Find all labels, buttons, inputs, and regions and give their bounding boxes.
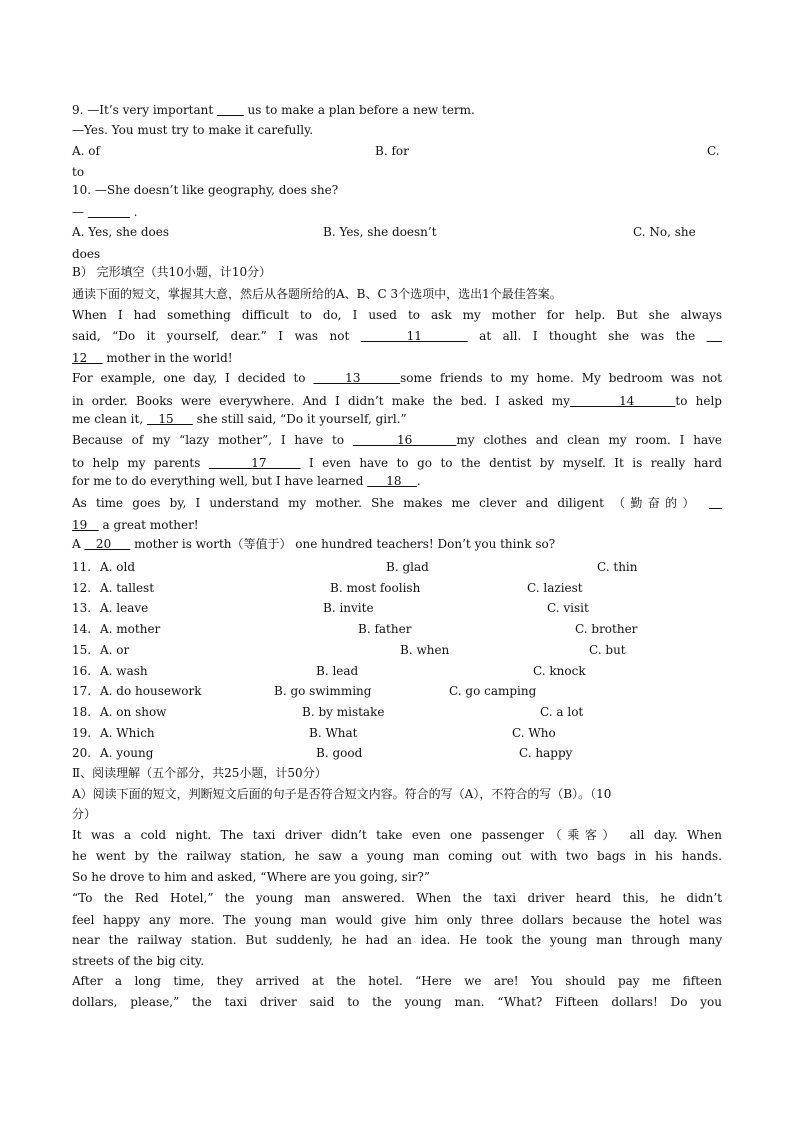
option-c-wrap: does [72,247,101,261]
text-segment: A [72,537,85,551]
question-9-stem [72,102,722,118]
text-segment: . [416,474,421,488]
answer-blank [217,103,244,117]
option-b: B. invite [323,601,374,616]
option-b: B. by mistake [302,704,385,719]
option-b: B. What [309,725,358,740]
passage-line [72,517,722,533]
text-segment: a great mother! [98,518,199,532]
text-segment: said, “Do it yourself, dear.” I was not [72,329,361,343]
option-a: A. tallest [100,580,155,595]
passage-line [72,307,722,323]
passage-line: “To the Red Hotel,” the young man answered. When the taxi driver heard this, he didn’t [72,891,722,905]
passage-line [72,393,722,409]
option-c: C. knock [533,663,586,678]
option-c: C. Who [512,725,556,740]
answer-blank: 14 [569,394,676,408]
question-number: 11. [72,560,92,574]
answer-blank: 15 [146,412,193,426]
option-c: C. happy [519,746,573,761]
option-c: C. but [589,642,626,657]
option-a: A. old [100,560,136,574]
passage-line [72,495,722,511]
section-b-title: B） 完形填空（共10小题，计10分） [72,265,272,279]
option-a: A. wash [100,663,148,678]
text-segment: in order. Books were everywhere. And I didn’t make the bed. I asked my [72,394,570,408]
question-number: 16. [72,663,92,678]
text-segment: to help [675,394,722,408]
question-number: 13. [72,601,92,616]
text-segment: . [129,205,138,219]
answer-blank: 20 [84,537,131,551]
answer-blank: 16 [352,433,457,447]
question-number: 14. [72,622,92,637]
passage-line: After a long time, they arrived at the hotel. “Here we are! You should pay me fifteen [72,974,722,988]
text-segment: some friends to my home. My bedroom was not [400,371,722,385]
question-number: 12. [72,580,92,595]
option-c: C. go camping [449,684,537,699]
part-2-instruction: A）阅读下面的短文，判断短文后面的句子是否符合短文内容。符合的写（A），不符合的写（B）。（10 [72,787,612,801]
option-b: B. good [316,746,363,761]
question-number: 17. [72,684,92,699]
text-segment: For example, one day, I decided to [72,371,314,385]
option-b: B. glad [386,560,429,574]
question-number: 15. [72,642,92,657]
text-segment: at all. I thought she was the [467,329,707,343]
answer-blank [707,329,722,343]
option-c: C. brother [575,622,638,637]
option-c: C. a lot [540,704,584,719]
option-b: B. most foolish [330,580,421,595]
option-b: B. Yes, she doesn’t [323,225,437,239]
answer-blank: 18 [367,474,417,488]
text-segment: us to make a plan before a new term. [243,103,475,117]
text-segment: me clean it, [72,412,147,426]
passage-line: dollars, please,” the taxi driver said to the young man. “What? Fifteen dollars! Do you [72,995,722,1009]
text-segment: mother is worth（等值于） one hundred teachers! Don’t you think so? [130,537,556,551]
answer-blank [709,496,722,510]
option-c: C. laziest [527,580,583,595]
option-a: A. or [100,642,130,657]
text-segment: she still said, “Do it yourself, girl.” [192,412,407,426]
passage-line: streets of the big city. [72,954,205,968]
option-c: C. [707,144,720,158]
passage-line: near the railway station. But suddenly, he had an idea. He took the young man through many [72,933,722,947]
answer-blank: 12 [72,351,103,365]
passage-line: It was a cold night. The taxi driver didn’t take even one passenger（乘客） all day. When [72,828,722,842]
text-segment: mother in the world! [102,351,233,365]
option-b: B. go swimming [274,684,372,699]
passage-line: he went by the railway station, he saw a young man coming out with two bags in his hands. [72,849,722,863]
answer-blank: 19 [72,518,99,532]
passage-line [72,411,722,427]
text-segment: —Yes. You must try to make it carefully. [72,123,314,137]
option-a: A. leave [100,601,149,616]
text-segment: 10. —She doesn’t like geography, does she? [72,183,339,197]
question-10-response [72,204,722,220]
option-a: A. do housework [100,684,202,699]
option-c: C. visit [547,601,589,616]
text-segment: my clothes and clean my room. I have [456,433,722,447]
text-segment: to help my parents [72,456,209,470]
text-segment: for me to do everything well, but I have learned [72,474,368,488]
passage-line [72,432,722,448]
passage-line [72,350,722,366]
answer-blank: 17 [208,456,301,470]
question-number: 20. [72,746,92,761]
question-number: 19. [72,725,92,740]
text-segment: I even have to go to the dentist by myself. It is really hard [300,456,722,470]
text-segment: When I had something difficult to do, I used to ask my mother for help. But she always [72,308,722,322]
text-segment: — [72,205,88,219]
answer-blank: 11 [360,329,468,343]
question-10-stem [72,182,722,198]
option-c-wrap: to [72,165,85,179]
option-b: B. when [400,642,450,657]
option-a: A. young [100,746,154,761]
option-a: A. of [72,144,100,158]
passage-line: feel happy any more. The young man would give him only three dollars because the hotel was [72,913,722,927]
option-b: B. lead [316,663,359,678]
option-c: C. No, she [633,225,696,239]
passage-line [72,370,722,386]
passage-line [72,455,722,471]
passage-line [72,536,722,552]
option-a: A. mother [100,622,161,637]
section-b-instruction: 通读下面的短文，掌握其大意，然后从各题所给的A、B、C 3个选项中，选出1个最佳答案。 [72,287,562,301]
text-segment: As time goes by, I understand my mother. She makes me clever and diligent （勤奋的） [72,496,710,510]
passage-line [72,473,722,489]
text-segment: Because of my “lazy mother”, I have to [72,433,353,447]
option-b: B. for [375,144,409,158]
answer-blank: 13 [313,371,401,385]
passage-line [72,328,722,344]
part-2-title: Ⅱ、阅读理解（五个部分，共25小题，计50分） [72,766,327,780]
question-number: 18. [72,704,92,719]
passage-line: So he drove to him and asked, “Where are you going, sir?” [72,870,430,884]
option-b: B. father [358,622,412,637]
part-2-instruction-wrap: 分） [72,807,97,821]
question-9-response [72,122,722,138]
option-a: A. on show [100,704,167,719]
answer-blank [88,205,130,219]
option-a: A. Which [100,725,155,740]
option-a: A. Yes, she does [72,225,170,239]
option-c: C. thin [597,560,638,574]
text-segment: 9. —It’s very important [72,103,218,117]
